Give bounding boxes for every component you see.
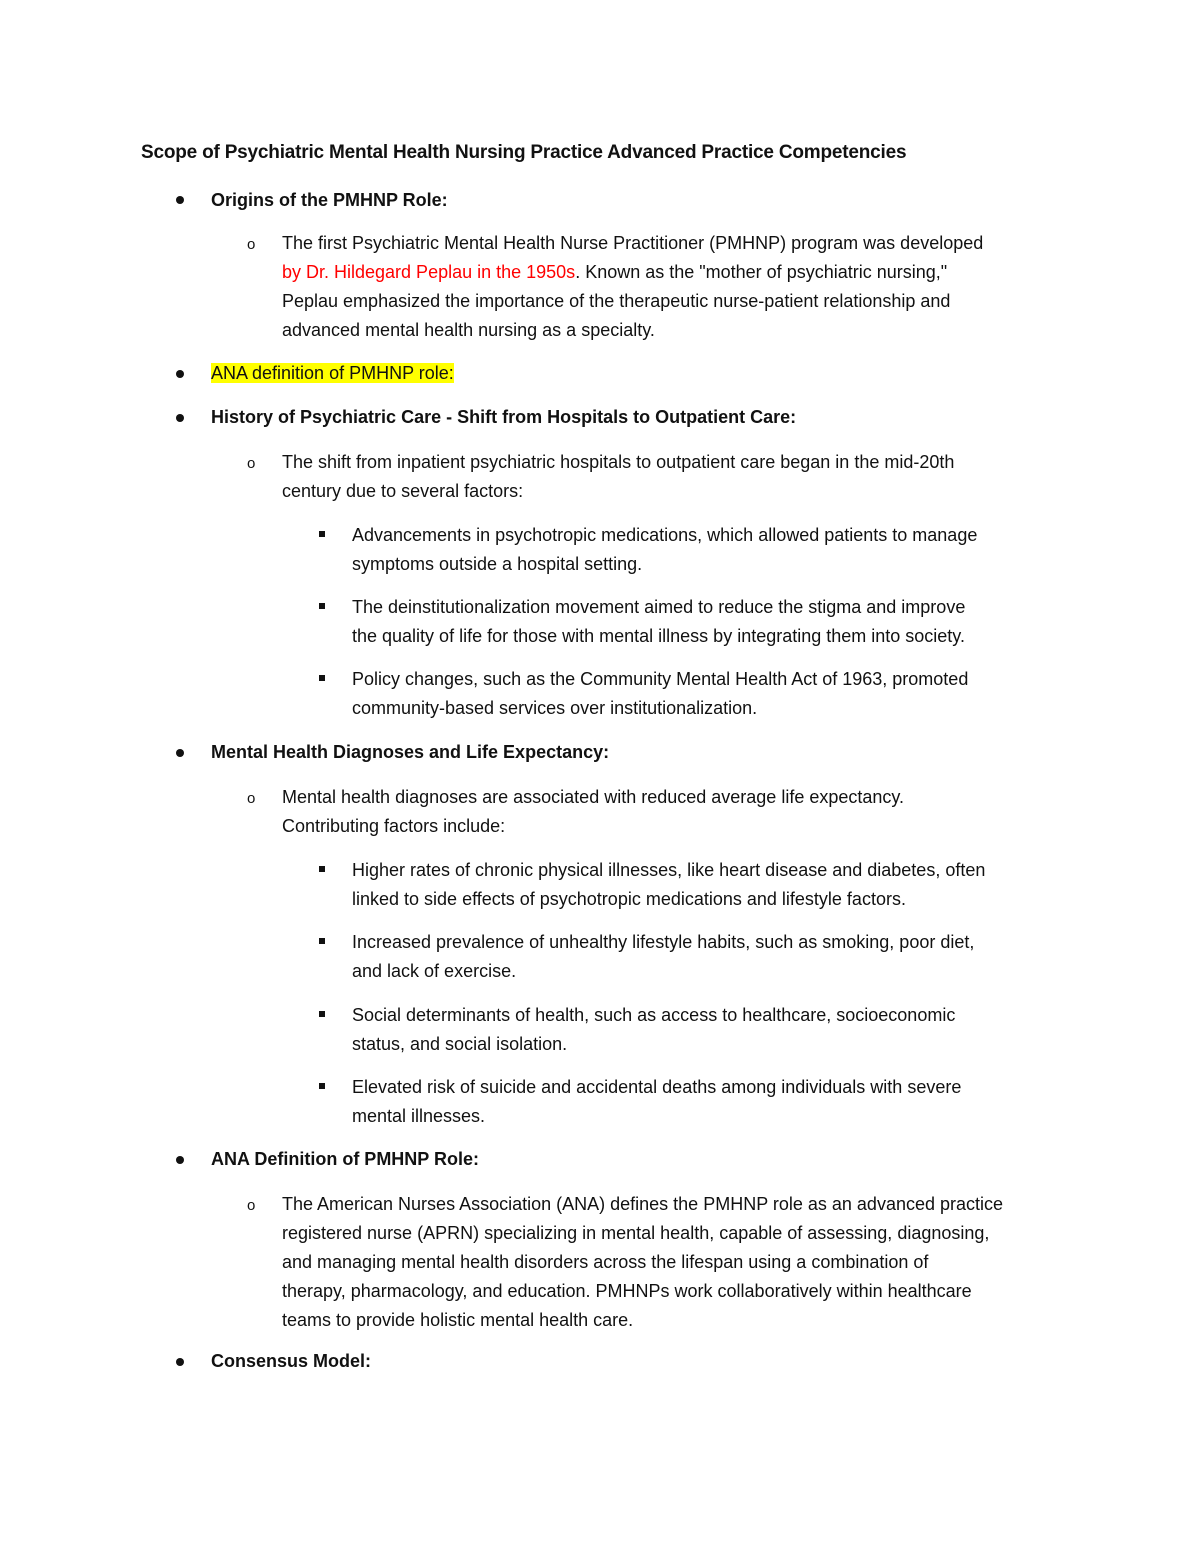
section-heading-origins: Origins of the PMHNP Role: (211, 190, 448, 210)
paragraph-line: therapy, pharmacology, and education. PMHNPs work collaboratively within healthcare (282, 1281, 972, 1301)
list-item-line: Advancements in psychotropic medications, which allowed patients to manage (352, 525, 978, 545)
bullet-disc (176, 1156, 184, 1164)
bullet-square (319, 675, 325, 681)
diagnoses-intro-line-1: Mental health diagnoses are associated with reduced average life expectancy. (282, 787, 905, 807)
list-item-line: linked to side effects of psychotropic medications and lifestyle factors. (352, 889, 906, 909)
ana-definition-paragraph (282, 1190, 1072, 1335)
paragraph-line: and managing mental health disorders across the lifespan using a combination of (282, 1252, 929, 1272)
history-bullet-2 (352, 593, 1072, 651)
section-heading-diagnoses: Mental Health Diagnoses and Life Expectancy: (211, 742, 610, 762)
section-heading-history: History of Psychiatric Care - Shift from Hospitals to Outpatient Care: (211, 407, 797, 427)
history-bullet-3 (352, 665, 1072, 723)
bullet-circle: o (247, 1197, 256, 1214)
bullet-square (319, 1083, 325, 1089)
list-item-line: Policy changes, such as the Community Mental Health Act of 1963, promoted (352, 669, 969, 689)
history-bullet-1 (352, 521, 1072, 579)
list-item-line: community-based services over institutionalization. (352, 698, 758, 718)
bullet-square (319, 938, 325, 944)
bullet-square (319, 1011, 325, 1017)
origins-text-line-3: Peplau emphasized the importance of the therapeutic nurse-patient relationship and (282, 291, 951, 311)
origins-text-line-2: . Known as the "mother of psychiatric nursing," (575, 262, 948, 282)
list-item-line: mental illnesses. (352, 1106, 486, 1126)
diagnoses-bullet-3 (352, 1001, 1072, 1059)
diagnoses-bullet-1 (352, 856, 1072, 914)
bullet-disc (176, 370, 184, 378)
bullet-square (319, 866, 325, 872)
section-heading-ana-definition: ANA Definition of PMHNP Role: (211, 1149, 479, 1169)
paragraph-line: The American Nurses Association (ANA) defines the PMHNP role as an advanced practice (282, 1194, 1004, 1214)
paragraph-line: registered nurse (APRN) specializing in mental health, capable of assessing, diagnosing, (282, 1223, 990, 1243)
bullet-circle: o (247, 790, 256, 807)
paragraph-line: teams to provide holistic mental health care. (282, 1310, 634, 1330)
bullet-disc (176, 1358, 184, 1366)
section-heading-ana-short (211, 359, 1111, 388)
list-item-line: Social determinants of health, such as access to healthcare, socioeconomic (352, 1005, 956, 1025)
bullet-square (319, 603, 325, 609)
bullet-disc (176, 749, 184, 757)
origins-paragraph (282, 229, 1072, 345)
history-intro-line-2: century due to several factors: (282, 481, 524, 501)
list-item-line: symptoms outside a hospital setting. (352, 554, 643, 574)
peplau-highlight: by Dr. Hildegard Peplau in the 1950s (282, 262, 576, 282)
ana-short-highlight: ANA definition of PMHNP role: (211, 363, 454, 383)
diagnoses-bullet-4 (352, 1073, 1072, 1131)
history-intro-line-1: The shift from inpatient psychiatric hospitals to outpatient care began in the mid-20th (282, 452, 955, 472)
list-item-line: status, and social isolation. (352, 1034, 568, 1054)
section-heading-consensus: Consensus Model: (211, 1351, 372, 1371)
list-item-line: Elevated risk of suicide and accidental deaths among individuals with severe (352, 1077, 962, 1097)
list-item-line: the quality of life for those with mental illness by integrating them into society. (352, 626, 965, 646)
list-item-line: The deinstitutionalization movement aimed to reduce the stigma and improve (352, 597, 966, 617)
list-item-line: Higher rates of chronic physical illnesses, like heart disease and diabetes, often (352, 860, 986, 880)
list-item-line: and lack of exercise. (352, 961, 517, 981)
list-item-line: Increased prevalence of unhealthy lifestyle habits, such as smoking, poor diet, (352, 932, 975, 952)
origins-text-line-4: advanced mental health nursing as a specialty. (282, 320, 655, 340)
diagnoses-bullet-2 (352, 928, 1072, 986)
page-title: Scope of Psychiatric Mental Health Nursing Practice Advanced Practice Competencies (141, 142, 907, 163)
bullet-square (319, 531, 325, 537)
bullet-disc (176, 414, 184, 422)
history-intro (282, 448, 1072, 506)
bullet-disc (176, 196, 184, 204)
diagnoses-intro-line-2: Contributing factors include: (282, 816, 506, 836)
bullet-circle: o (247, 455, 256, 472)
diagnoses-intro (282, 783, 1072, 841)
bullet-circle: o (247, 236, 256, 253)
origins-text-line-1: The first Psychiatric Mental Health Nurse Practitioner (PMHNP) program was developed (282, 233, 984, 253)
